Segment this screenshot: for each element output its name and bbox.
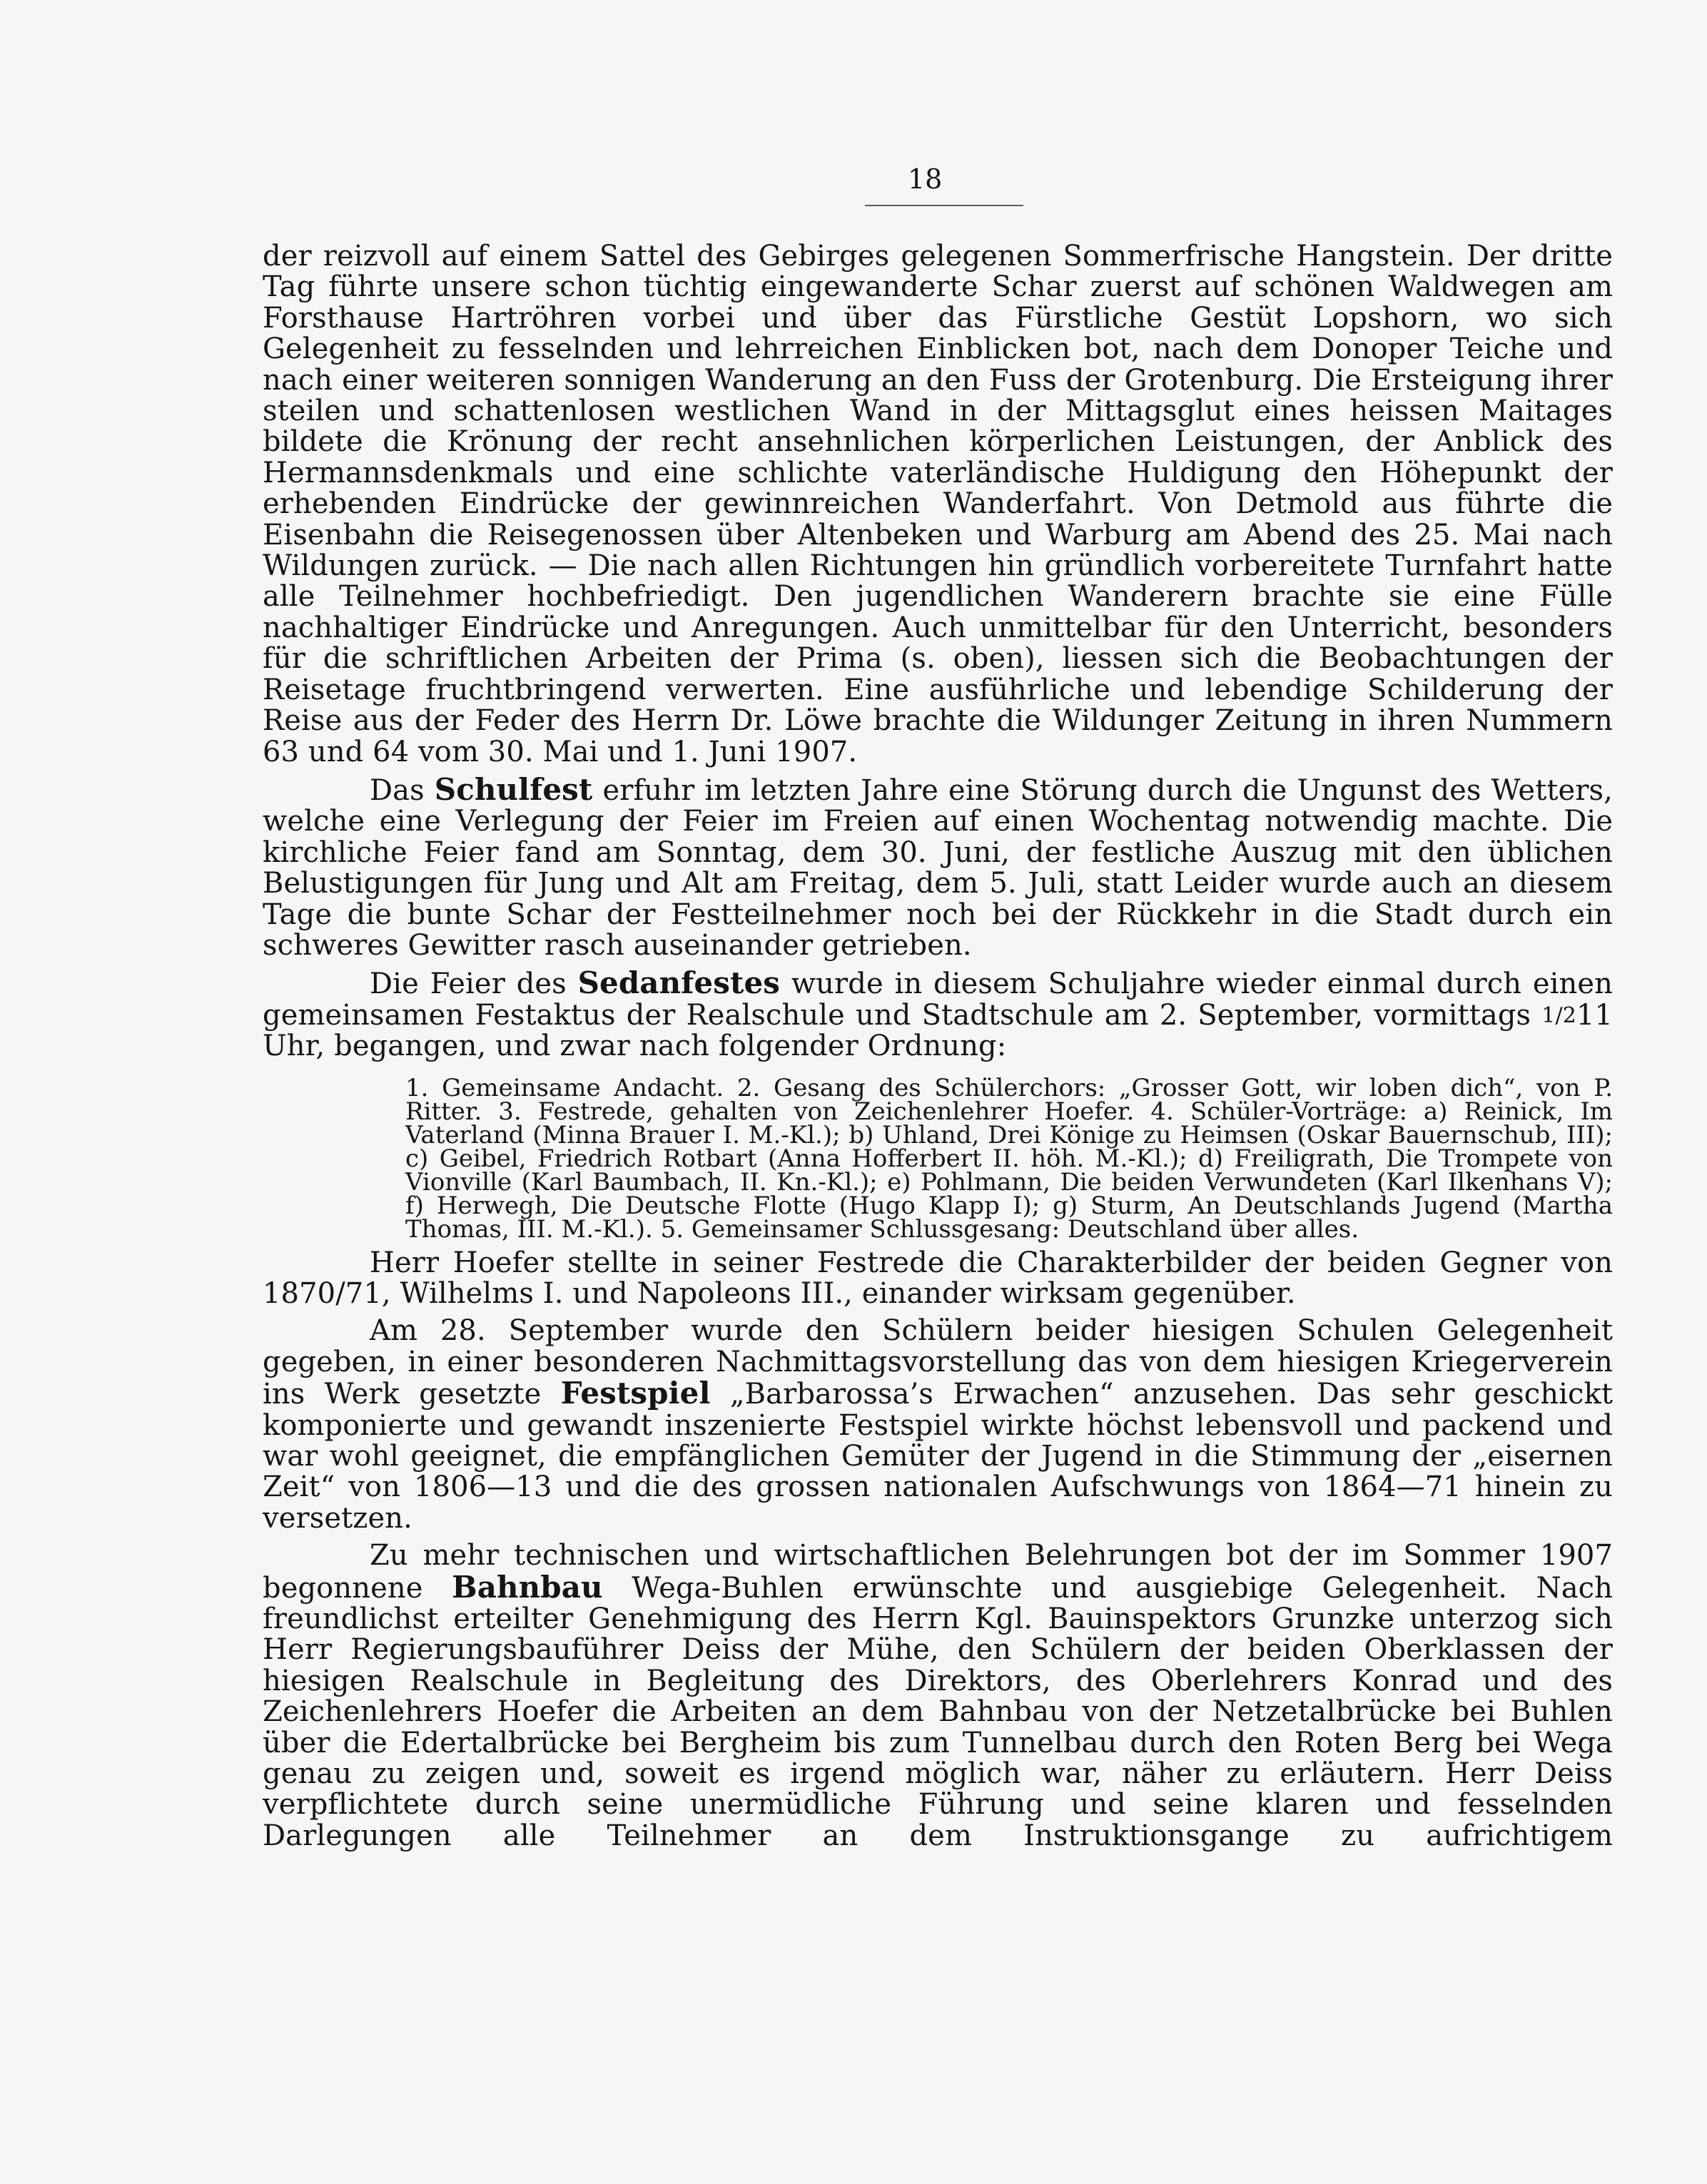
- paragraph-festspiel-body: „Barbarossa’s Erwachen“ anzusehen. Das sehr geschickt komponierte und gewandt inszenierte Festspiel wirkte höchst lebensvoll und packend und war wohl geeignet, die empfänglichen Gemüter der Jugend in die Stimmung der „eisernen Zeit“ von 1806—13 und die des grossen nationalen Aufschwungs von 1864—71 hinein zu versetzen.: [263, 1378, 1614, 1535]
- paragraph-bahnbau-body: Wega-Buhlen erwünschte und ausgiebige Gelegenheit. Nach freundlichst erteilter Genehmigung des Herrn Kgl. Bauinspektors Grunzke unterzog sich Herr Regierungsbauführer Deiss der Mühe, den Schülern der beiden Oberklassen der hiesigen Realschule in Begleitung des Direktors, des Oberlehrers Konrad und des Zeichenlehrers Hoefer die Arbeiten an dem Bahnbau von der Netzetalbrücke bei Buhlen über die Edertalbrücke bei Bergheim bis zum Tunnelbau durch den Roten Berg bei Wega genau zu zeigen und, soweit es irgend möglich war, näher zu erläutern. Herr Deiss verpflichtete durch seine unermüdliche Führung und seine klaren und fesselnden Darlegungen alle Teilnehmer an dem Instruktionsgange zu aufrichtigem: [263, 1571, 1614, 1852]
- paragraph-sedanfest-prefix: Die Feier des: [370, 967, 578, 1001]
- paragraph-schulfest-prefix: Das: [370, 773, 435, 807]
- paragraph-festspiel: [263, 1316, 1613, 1534]
- page-body: [263, 241, 1613, 1852]
- program-list: 1. Gemeinsame Andacht. 2. Gesang des Schülerchors: „Grosser Gott, wir loben dich“, von P. Ritter. 3. Festrede, gehalten von Zeichenlehrer Hoefer. 4. Schüler-Vorträge: a) Reinick, Im Vaterland (Minna Brauer I. M.-Kl.); b) Uhland, Drei Könige zu Heimsen (Oskar Bauernschub, III); c) Geibel, Friedrich Rotbart (Anna Hofferbert II. höh. M.-Kl.); d) Freiligrath, Die Trompete von Vionville (Karl Baumbach, II. Kn.-Kl.); e) Pohlmann, Die beiden Verwundeten (Karl Ilkenhans V); f) Herwegh, Die Deutsche Flotte (Hugo Klapp I); g) Sturm, An Deutschlands Jugend (Martha Thomas, III. M.-Kl.). 5. Gemeinsamer Schlussgesang: Deutschland über alles.: [405, 1073, 1613, 1244]
- page-number-rule: [865, 205, 1023, 206]
- keyword-festspiel: Festspiel: [560, 1376, 711, 1411]
- paragraph-sedanfest-body: wurde in diesem Schuljahre wieder einmal durch einen gemeinsamen Festaktus der Realschule und Stadtschule am 2. September, vormittags: [263, 967, 1613, 1032]
- paragraph-sedanfest: [263, 967, 1613, 1062]
- paragraph-festspiel-prefix: Am 28. September wurde den Schülern beider hiesigen Schulen Gelegenheit gegeben, in einer besonderen Nachmittagsvorstellung das von dem hiesigen Kriegerverein ins Werk gesetzte: [263, 1314, 1613, 1411]
- keyword-bahnbau: Bahnbau: [452, 1569, 603, 1605]
- paragraph-bahnbau: [263, 1540, 1613, 1852]
- paragraph-sedanfest-end: 11 Uhr, begangen, und zwar nach folgender Ordnung:: [263, 998, 1613, 1063]
- paragraph-bahnbau-prefix: Zu mehr technischen und wirtschaftlichen Belehrungen bot der im Sommer 1907 begonnene: [263, 1539, 1613, 1605]
- keyword-sedanfestes: Sedanfestes: [577, 965, 781, 1001]
- time-fraction: 1/2: [1541, 1002, 1576, 1028]
- paragraph-festrede: Herr Hoefer stellte in seiner Festrede die Charakterbilder der beiden Gegner von 1870/71, Wilhelms I. und Napoleons III., einander wirksam gegenüber.: [263, 1246, 1613, 1310]
- keyword-schulfest: Schulfest: [434, 771, 593, 807]
- paragraph-excursion: der reizvoll auf einem Sattel des Gebirges gelegenen Sommerfrische Hangstein. Der dritte Tag führte unsere schon tüchtig eingewanderte Schar zuerst auf schönen Waldwegen am Forsthause Hartröhren vorbei und über das Fürstliche Gestüt Lopshorn, wo sich Gelegenheit zu fesselnden und lehrreichen Einblicken bot, nach dem Donoper Teiche und nach einer weiteren sonnigen Wanderung an den Fuss der Grotenburg. Die Ersteigung ihrer steilen und schattenlosen westlichen Wand in der Mittagsglut eines heissen Maitages bildete die Krönung der recht ansehnlichen körperlichen Leistungen, der Anblick des Hermannsdenkmals und eine schlichte vaterländische Huldigung den Höhepunkt der erhebenden Eindrücke der gewinnreichen Wanderfahrt. Von Detmold aus führte die Eisenbahn die Reisegenossen über Altenbeken und Warburg am Abend des 25. Mai nach Wildungen zurück. — Die nach allen Richtungen hin gründlich vorbereitete Turnfahrt hatte alle Teilnehmer hochbefriedigt. Den jugendlichen Wanderern brachte sie eine Fülle nachhaltiger Eindrücke und Anregungen. Auch unmittelbar für den Unterricht, besonders für die schriftlichen Arbeiten der Prima (s. oben), liessen sich die Beobachtungen der Reisetage fruchtbringend verwerten. Eine ausführliche und lebendige Schilderung der Reise aus der Feder des Herrn Dr. Löwe brachte die Wildunger Zeitung in ihren Nummern 63 und 64 vom 30. Mai und 1. Juni 1907.: [263, 240, 1613, 768]
- paragraph-schulfest: [263, 771, 1613, 962]
- page-number: 18: [908, 163, 943, 195]
- paragraph-schulfest-body: erfuhr im letzten Jahre eine Störung durch die Ungunst des Wetters, welche eine Verlegung der Feier im Freien auf einen Wochentag notwendig machte. Die kirchliche Feier fand am Sonntag, dem 30. Juni, der festliche Auszug mit den üblichen Belustigungen für Jung und Alt am Freitag, dem 5. Juli, statt Leider wurde auch an diesem Tage die bunte Schar der Festteilnehmer noch bei der Rückkehr in die Stadt durch ein schweres Gewitter rasch auseinander getrieben.: [263, 773, 1613, 962]
